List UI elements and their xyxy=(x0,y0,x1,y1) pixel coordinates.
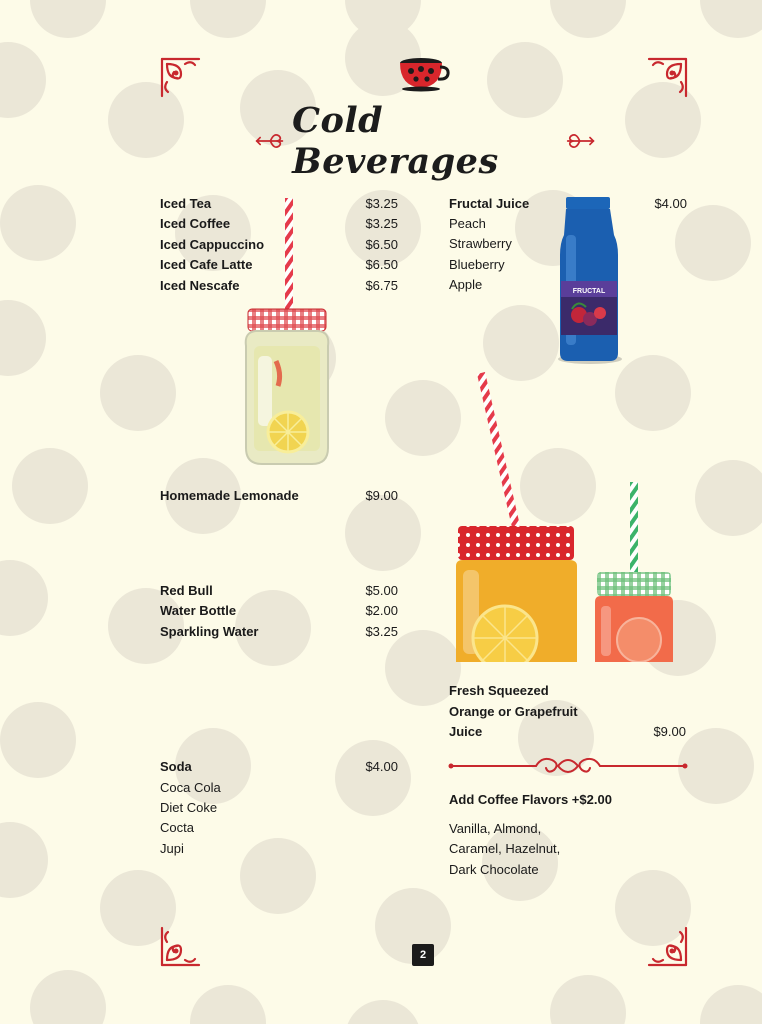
menu-option: Blueberry xyxy=(449,257,505,272)
menu-option: Coca Cola xyxy=(160,780,221,795)
menu-option: Jupi xyxy=(160,841,184,856)
menu-item-name: Juice xyxy=(449,724,483,739)
menu-item-name: Iced Nescafe xyxy=(160,278,240,293)
menu-item-price: $6.50 xyxy=(365,237,398,252)
menu-item-name: Fructal Juice xyxy=(449,196,530,211)
menu-option: Apple xyxy=(449,277,483,292)
corner-ornament-icon xyxy=(647,56,689,98)
menu-item-price: $2.00 xyxy=(365,603,398,618)
menu-item-name: Fresh Squeezed xyxy=(449,683,549,698)
coffee-flavor-line: Vanilla, Almond, xyxy=(449,821,542,836)
corner-ornament-icon xyxy=(647,926,689,968)
title-flourish-icon xyxy=(566,127,595,155)
coffee-cup-icon xyxy=(396,56,450,92)
corner-ornament-icon xyxy=(159,56,201,98)
menu-item-name: Water Bottle xyxy=(160,603,237,618)
fructal-bottle-image xyxy=(552,195,622,365)
menu-item-price: $4.00 xyxy=(365,759,398,774)
menu-item-price: $3.25 xyxy=(365,624,398,639)
menu-item-name: Iced Cafe Latte xyxy=(160,257,253,272)
coffee-flavors-heading: Add Coffee Flavors +$2.00 xyxy=(449,792,612,807)
bottle-label: FRUCTAL xyxy=(572,288,606,295)
menu-item-price: $9.00 xyxy=(653,724,686,739)
menu-item-price: $3.25 xyxy=(365,216,398,231)
divider-swirl-icon xyxy=(448,752,688,780)
coffee-flavor-line: Dark Chocolate xyxy=(449,862,539,877)
page-title: Cold Beverages xyxy=(292,100,499,182)
menu-item-name: Homemade Lemonade xyxy=(160,488,299,503)
menu-option: Peach xyxy=(449,216,486,231)
menu-item-price: $5.00 xyxy=(365,583,398,598)
menu-item-name: Iced Cappuccino xyxy=(160,237,265,252)
coffee-flavor-line: Caramel, Hazelnut, xyxy=(449,841,561,856)
menu-item-name: Sparkling Water xyxy=(160,624,259,639)
menu-option: Diet Coke xyxy=(160,800,218,815)
fresh-juice-jars-image xyxy=(453,370,678,662)
menu-option: Cocta xyxy=(160,820,194,835)
menu-item-price: $4.00 xyxy=(654,196,687,211)
menu-item-price: $6.75 xyxy=(365,278,398,293)
menu-item-name: Orange or Grapefruit xyxy=(449,704,578,719)
page-number: 2 xyxy=(412,944,434,966)
title-flourish-icon xyxy=(255,127,284,155)
menu-item-name: Iced Coffee xyxy=(160,216,231,231)
menu-item-price: $3.25 xyxy=(365,196,398,211)
menu-item-name: Soda xyxy=(160,759,192,774)
menu-option: Strawberry xyxy=(449,236,512,251)
menu-item-name: Iced Tea xyxy=(160,196,212,211)
corner-ornament-icon xyxy=(159,926,201,968)
page-title-block xyxy=(255,100,595,182)
menu-item-name: Red Bull xyxy=(160,583,213,598)
menu-item-price: $9.00 xyxy=(365,488,398,503)
menu-item-price: $6.50 xyxy=(365,257,398,272)
